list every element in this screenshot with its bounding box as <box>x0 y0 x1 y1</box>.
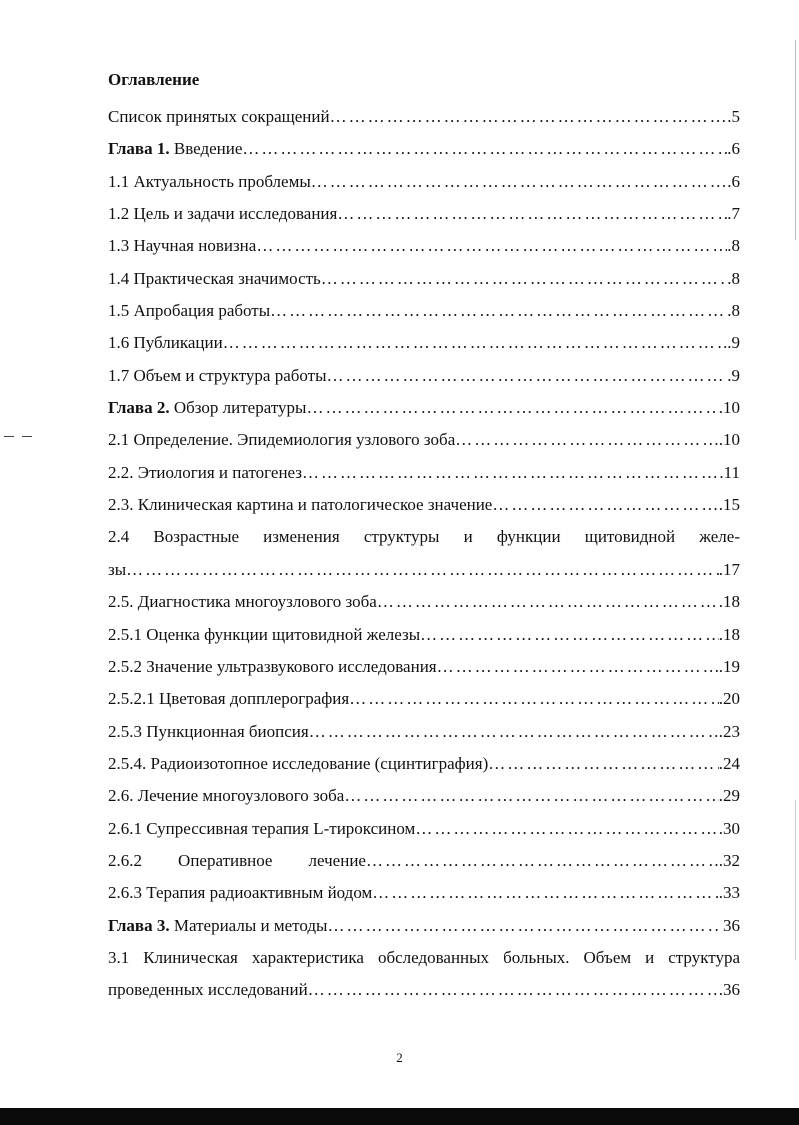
toc-entry <box>108 847 740 879</box>
dot-leader <box>455 426 719 454</box>
toc-entry <box>108 782 740 814</box>
toc-entry <box>108 329 740 361</box>
toc-entry-page: .9 <box>727 333 740 353</box>
toc-entry-label: 2.6.3 Терапия радиоактивным йодом <box>108 883 373 903</box>
toc-entry-page: .30 <box>718 818 740 838</box>
dot-leader <box>337 200 727 228</box>
toc-entry-page: .11 <box>719 462 740 482</box>
toc-entry-page: .36 <box>718 980 740 1000</box>
toc-entry-page: .6 <box>727 139 740 159</box>
table-of-contents <box>108 103 740 1009</box>
toc-entry <box>108 362 740 394</box>
toc-entry <box>108 653 740 685</box>
toc-entry <box>108 621 740 653</box>
toc-entry <box>108 394 740 426</box>
toc-entry-word: лечение <box>308 850 366 870</box>
dot-leader <box>415 815 718 843</box>
toc-entry-page: .29 <box>718 786 740 806</box>
toc-entry-page: .18 <box>718 624 740 644</box>
toc-entry-label: 2.6.1 Супрессивная терапия L-тироксином <box>108 818 416 838</box>
toc-entry-label: Список принятых сокращений <box>108 107 330 126</box>
toc-entry-label: 2.5.2.1 Цветовая допплерография <box>108 689 350 709</box>
toc-entry <box>108 750 740 782</box>
toc-entry <box>108 588 740 620</box>
toc-entry-label: 1.1 Актуальность проблемы <box>108 171 311 191</box>
dot-leader <box>377 588 719 616</box>
toc-entry <box>108 491 740 523</box>
dot-leader <box>321 265 727 293</box>
toc-entry-label: 2.5. Диагностика многоузлового зоба <box>108 592 377 612</box>
toc-entry-wrapped-second-line <box>108 976 740 1008</box>
dot-leader <box>223 329 728 357</box>
toc-entry-label: 3.1 Клиническая характеристика обследованных больных. Объем и структура <box>108 947 740 967</box>
dot-leader <box>420 621 719 649</box>
toc-entry-label <box>108 847 366 875</box>
toc-entry-label: 2.1 Определение. Эпидемиология узлового зоба <box>108 430 456 450</box>
toc-entry-page: .17 <box>718 559 740 579</box>
scan-artifact <box>22 436 32 437</box>
toc-entry <box>108 815 740 847</box>
toc-entry <box>108 232 740 264</box>
toc-entry-page: .6 <box>727 171 740 191</box>
toc-entry-label: 1.7 Объем и структура работы <box>108 365 327 385</box>
toc-entry-page: .8 <box>727 236 740 256</box>
toc-entry <box>108 103 740 135</box>
toc-entry-wrapped-first-line <box>108 944 740 976</box>
toc-entry-page: .9 <box>727 365 740 385</box>
toc-entry-wrapped-second-line <box>108 556 740 588</box>
toc-entry-page: .19 <box>718 656 740 676</box>
toc-entry-label: проведенных исследований <box>108 980 308 1000</box>
toc-entry-page: .7 <box>727 204 740 224</box>
toc-entry <box>108 265 740 297</box>
dot-leader <box>311 168 727 196</box>
toc-entry <box>108 685 740 717</box>
toc-entry <box>108 135 740 167</box>
dot-leader <box>492 491 718 519</box>
toc-entry-page: .10 <box>718 398 740 418</box>
dot-leader <box>488 750 718 778</box>
toc-entry-label: 1.2 Цель и задачи исследования <box>108 204 338 224</box>
toc-entry <box>108 168 740 200</box>
dot-leader <box>126 556 719 584</box>
toc-entry-page: . 36 <box>714 915 740 935</box>
toc-entry-label: 2.5.4. Радиоизотопное исследование (сцинтиграфия) <box>108 753 489 773</box>
toc-entry-page: .8 <box>727 268 740 288</box>
dot-leader <box>242 135 727 163</box>
toc-entry-label: 2.6. Лечение многоузлового зоба <box>108 786 345 806</box>
toc-entry-wrapped-first-line <box>108 523 740 555</box>
toc-entry <box>108 718 740 750</box>
toc-entry-number: 2.6.2 <box>108 850 142 870</box>
dot-leader <box>366 847 719 875</box>
toc-entry-page: .18 <box>718 592 740 612</box>
dot-leader <box>437 653 719 681</box>
toc-entry-label: 2.5.2 Значение ультразвукового исследования <box>108 656 437 676</box>
toc-entry-page: .10 <box>718 430 740 450</box>
dot-leader <box>270 297 727 325</box>
toc-entry-page: .32 <box>718 850 740 870</box>
toc-entry <box>108 200 740 232</box>
toc-entry <box>108 912 740 944</box>
toc-entry <box>108 879 740 911</box>
toc-entry-label: 2.5.1 Оценка функции щитовидной железы <box>108 624 421 644</box>
dot-leader <box>330 103 728 131</box>
toc-entry-label: 1.3 Научная новизна <box>108 236 257 256</box>
dot-leader <box>302 459 719 487</box>
toc-entry-page: .5 <box>727 107 740 126</box>
dot-leader <box>256 232 727 260</box>
scan-artifact <box>4 436 14 437</box>
toc-entry-label: зы <box>108 559 127 579</box>
dot-leader <box>349 685 719 713</box>
toc-entry <box>108 426 740 458</box>
dot-leader <box>344 782 718 810</box>
toc-entry-label: 2.2. Этиология и патогенез <box>108 462 303 482</box>
toc-heading: Оглавление <box>108 70 200 89</box>
toc-entry-label: 1.4 Практическая значимость <box>108 268 321 288</box>
toc-entry-label: Глава 3. Материалы и методы <box>108 915 328 935</box>
toc-entry-label: 1.5 Апробация работы <box>108 301 271 321</box>
toc-entry <box>108 297 740 329</box>
toc-entry-word: Оперативное <box>178 850 273 870</box>
toc-entry-page: .33 <box>718 883 740 903</box>
toc-entry-label: 2.5.3 Пункционная биопсия <box>108 721 309 741</box>
dot-leader <box>308 976 719 1004</box>
toc-entry-label: Глава 1. Введение <box>108 139 243 159</box>
dot-leader <box>309 718 719 746</box>
toc-entry-label: 1.6 Публикации <box>108 333 223 353</box>
scan-artifact <box>795 40 796 240</box>
page-number: 2 <box>396 1050 403 1065</box>
toc-entry-page: .8 <box>727 301 740 321</box>
toc-entry-label: 2.4 Возрастные изменения структуры и функции щитовидной желе- <box>108 527 740 547</box>
toc-entry-page: .15 <box>718 495 740 515</box>
toc-entry-label: 2.3. Клиническая картина и патологическое значение <box>108 495 493 515</box>
scan-bottom-edge <box>0 1108 799 1125</box>
toc-entry <box>108 459 740 491</box>
dot-leader <box>306 394 718 422</box>
dot-leader <box>327 362 728 390</box>
toc-entry-page: .24 <box>718 753 740 773</box>
scan-artifact <box>795 800 796 960</box>
toc-entry-page: .23 <box>718 721 740 741</box>
dot-leader <box>327 912 714 940</box>
toc-entry-page: .20 <box>718 689 740 709</box>
toc-entry-label: Глава 2. Обзор литературы <box>108 398 307 418</box>
dot-leader <box>372 879 718 907</box>
